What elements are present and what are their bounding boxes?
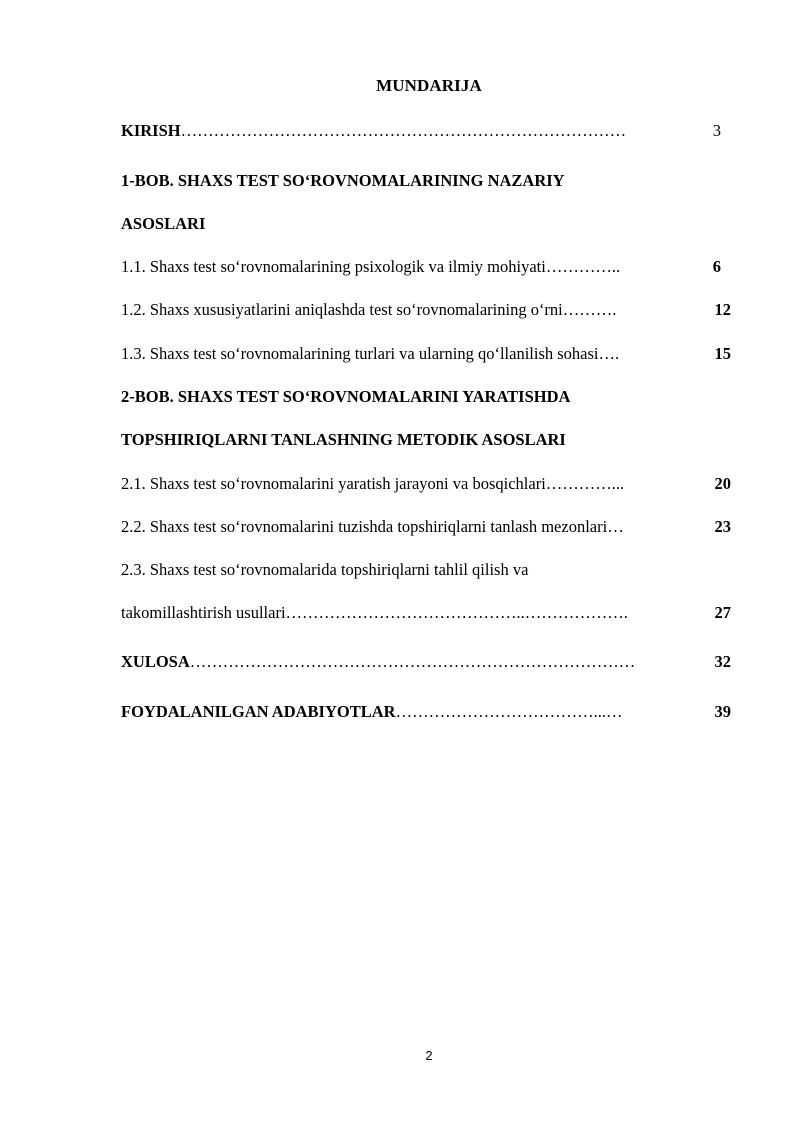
toc-leader-dots: ……………………………………………………………………… — [189, 652, 636, 671]
toc-entry-1-3 — [121, 344, 731, 368]
toc-page-number: 39 — [714, 702, 731, 721]
toc-page-number: 32 — [714, 652, 731, 671]
toc-entry-label: 1.1. Shaxs test so‘rovnomalarining psixologik va ilmiy mohiyati…………. — [121, 257, 616, 276]
toc-entry-label: takomillashtirish usullari……………………………………..………………. — [121, 603, 628, 622]
toc-entry-2-2 — [121, 517, 731, 541]
chapter-2-heading-line-2: TOPSHIRIQLARNI TANLASHNING METODIK ASOSLARI — [121, 430, 566, 449]
toc-page-number: 27 — [714, 603, 731, 622]
toc-leader-dots: ………………………………...… — [395, 702, 623, 721]
toc-page-number: 3 — [712, 121, 721, 140]
chapter-2-heading-line-1: 2-BOB. SHAXS TEST SO‘ROVNOMALARINI YARATISHDA — [121, 387, 571, 406]
toc-page-number: 6 — [712, 257, 721, 276]
toc-entry-label: FOYDALANILGAN ADABIYOTLAR — [121, 702, 396, 721]
toc-leader-dots: . — [615, 257, 621, 276]
toc-page-number: 23 — [714, 517, 731, 536]
toc-entry-1-1 — [121, 257, 731, 281]
toc-entry-2-1 — [121, 474, 731, 498]
toc-page-number: 12 — [714, 300, 731, 319]
page-title: MUNDARIJA — [376, 76, 482, 95]
chapter-1-heading-line-2: ASOSLARI — [121, 214, 206, 233]
toc-entry-adabiyotlar — [121, 702, 731, 726]
toc-page-number: 20 — [714, 474, 731, 493]
toc-entry-label: 2.3. Shaxs test so‘rovnomalarida topshiriqlarni tahlil qilish va — [121, 560, 529, 579]
toc-leader-dots: ……………………………………………………………………… — [180, 121, 627, 140]
toc-entry-label: 2.1. Shaxs test so‘rovnomalarini yaratish jarayoni va bosqichlari…………... — [121, 474, 625, 493]
toc-entry-label: KIRISH — [121, 121, 181, 140]
toc-entry-label: 2.2. Shaxs test so‘rovnomalarini tuzishda topshiriqlarni tanlash mezonlari… — [121, 517, 624, 536]
toc-page-number: 15 — [714, 344, 731, 363]
toc-entry-2-3-line-1 — [121, 560, 731, 584]
toc-entry-2-3 — [121, 603, 731, 627]
toc-entry-label: XULOSA — [121, 652, 190, 671]
toc-entry-xulosa — [121, 652, 731, 676]
page-number-footer: 2 — [425, 1048, 433, 1063]
chapter-1-heading-line-1: 1-BOB. SHAXS TEST SO‘ROVNOMALARINING NAZARIY — [121, 171, 565, 190]
toc-entry-kirish — [121, 121, 731, 145]
toc-entry-label: 1.3. Shaxs test so‘rovnomalarining turlari va ularning qo‘llanilish sohasi…. — [121, 344, 620, 363]
toc-entry-1-2 — [121, 300, 731, 324]
toc-entry-label: 1.2. Shaxs xususiyatlarini aniqlashda test so‘rovnomalarining o‘rni………. — [121, 300, 617, 319]
